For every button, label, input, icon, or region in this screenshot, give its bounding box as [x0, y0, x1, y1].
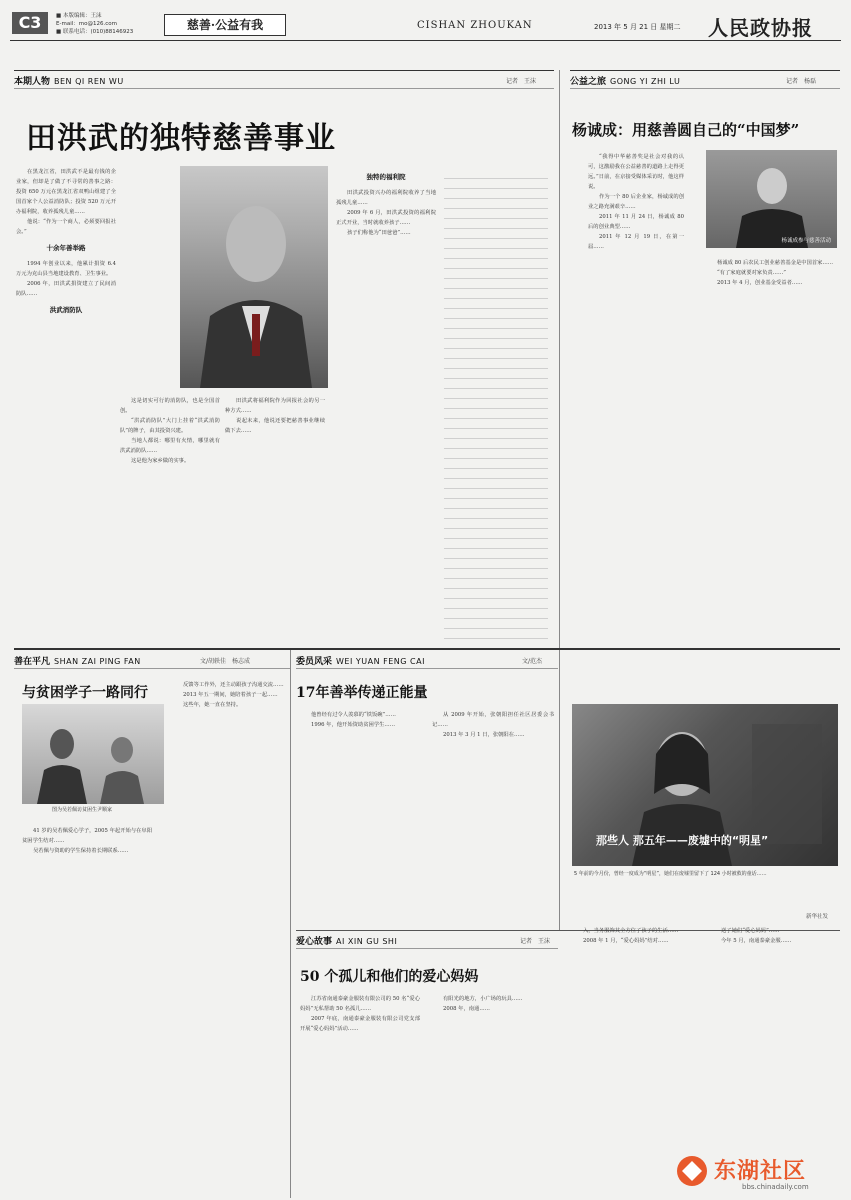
paragraph: 2008 年 1 月，“爱心妈妈”结对……: [583, 938, 669, 944]
article-column: [706, 258, 838, 642]
paragraph: 有阳光的地方，小广场的玩具……: [443, 996, 523, 1002]
label-text: 委员风采: [296, 657, 333, 667]
paragraph: 1994 年创业以来，他累计捐资 6.4 万元为克山县当地建设教育、卫生事业。: [16, 261, 116, 277]
issue-date: 2013 年 5 月 21 日 星期二: [594, 23, 681, 31]
paragraph: 2006 年，田洪武捐资建立了民间消防队……: [16, 281, 116, 297]
paragraph: 2009 年 6 月，田洪武投资的福利院正式开业，当时就收养孩子……: [336, 210, 436, 226]
article-column: [588, 152, 684, 642]
paragraph: 从 2009 年开始，张朝阳担任社区居委会书记……: [432, 712, 554, 728]
paragraph: 说起未来，他说还要把慈善事业继续做下去……: [225, 418, 325, 434]
label-text: 爱心故事: [296, 937, 333, 947]
person-portrait-icon: [180, 166, 328, 388]
article-column: [432, 994, 554, 1196]
article-column: [300, 710, 420, 920]
section-label-shan-zai-ping-fan: [14, 654, 141, 667]
watermark-url: bbs.chinadaily.com: [742, 1183, 809, 1191]
subhead: 十余年善举路: [46, 244, 86, 252]
label-text: 公益之旅: [570, 77, 607, 87]
people-photo-icon: [22, 704, 164, 804]
paragraph: 2007 年底，南通泰豪金服装有限公司党支部开展“爱心妈妈”活动……: [300, 1016, 420, 1032]
photo-caption: 杨诚成参与慈善活动: [781, 238, 831, 244]
article-column: [432, 710, 554, 920]
photo-credit: 新华社发: [806, 914, 829, 920]
headline: 与贫困学子一路同行: [22, 685, 148, 701]
paragraph: 他曾经有过令人羡慕的“铁饭碗”……: [311, 712, 396, 718]
paragraph: 当地人都说：哪里有火情，哪里就有洪武消防队……: [120, 438, 220, 454]
paragraph: 2013 年五一期间，她陪着孩子一起……: [183, 692, 278, 698]
paragraph: 2011 年 12 月 19 日，在第一届……: [588, 234, 684, 250]
byline: 记者 王沫: [506, 78, 537, 85]
paragraph: 2011 年 11 月 24 日，杨诚成 80 后的创业典型……: [588, 214, 684, 230]
headline: 田洪武的独特慈善事业: [26, 121, 336, 156]
paragraph: 这是切实可行的消防队，也是全国首创。: [120, 398, 220, 414]
paragraph: 这些年，她一直在坚持。: [183, 702, 242, 708]
paragraph: 2013 年 3 月 1 日，张朝阳在……: [443, 732, 525, 738]
paragraph: “我得中华慈善奖是社会对我的认可，这激励我在公益慈善的道路上走得更远。”日前，在京接受媒体采访时，他这样说。: [588, 154, 684, 190]
paragraph: 今年 5 月，南通泰豪金服……: [721, 938, 792, 944]
section-pinyin: CISHAN ZHOUKAN: [417, 20, 533, 31]
person-photo-icon: [706, 150, 837, 248]
article-column: [16, 167, 116, 640]
section-title: 慈善·公益有我: [186, 18, 264, 32]
paragraph: 江苏省南通泰豪金服装有限公司的 50 名“爱心妈妈”无私帮助 50 名孤儿……: [300, 996, 420, 1012]
section-label-ben-qi-ren-wu: [14, 74, 124, 87]
article-column: [225, 396, 325, 646]
paragraph: 孩子们称他为“田爸爸”……: [347, 230, 411, 236]
paper-name: 人民政协报: [708, 16, 813, 40]
paragraph: 他说：“作为一个商人，必须要回报社会。”: [16, 219, 116, 235]
info-line: ■ 本版编辑：王沫: [56, 13, 102, 19]
label-text: 善在平凡: [14, 657, 51, 667]
portrait-photo: [180, 166, 328, 388]
article-column: [172, 680, 284, 1196]
photo-title: 那些人 那五年——废墟中的“明星”: [596, 834, 769, 847]
masthead: [0, 0, 851, 42]
subhead: 洪武消防队: [49, 306, 83, 314]
article-column: [336, 172, 436, 642]
paragraph: 在黑龙江省，田洪武不是最有钱的企业家，但却是了做了不寻常的善事之路：投资 650 万元在黑龙江省双鸭山组建了全国首家个人公益消防队；投资 520 万元开办福利院，收养孤残儿童……: [16, 169, 116, 215]
paragraph: 2013 年 4 月，创业基金受益者……: [717, 280, 803, 286]
paragraph: 作为一个 80 后企业家，杨诚成的创业之路充满艰辛……: [588, 194, 684, 210]
byline: 记者 王沫: [520, 938, 551, 945]
label-pinyin: GONG YI ZHI LU: [610, 77, 681, 86]
label-pinyin: WEI YUAN FENG CAI: [336, 657, 425, 666]
photo-caption: 5 年前的今月份，曾经一度成为“明星”，她们在废墟里留下了 124 小时被救的童话……: [574, 871, 767, 877]
feature-photo: [572, 704, 838, 866]
page-number: C3: [12, 12, 48, 34]
section-label-ai-xin-gu-shi: [296, 934, 397, 947]
paragraph: “洪武消防队”大门上挂着“洪武消防队”的牌子，由其投资兴建。: [120, 418, 220, 434]
section-label-gong-yi-zhi-lu: [570, 74, 680, 87]
watermark-title: 东湖社区: [714, 1159, 807, 1184]
paragraph: 1996 年，他开始资助贫困学生……: [311, 722, 396, 728]
portrait-photo: [706, 150, 837, 248]
paragraph: “有了家庭就要对家负责……”: [717, 270, 786, 276]
photo-caption: 图为吴若佩访贫困生尹顺家: [52, 807, 113, 813]
article-column: [120, 396, 220, 646]
paragraph: 送了她们“爱心妈妈”……: [721, 928, 780, 934]
paragraph: 这是他为家乡做的实事。: [131, 458, 190, 464]
headline: 杨诚成：用慈善圆自己的“中国梦”: [572, 121, 800, 139]
article-column: [444, 172, 548, 642]
section-title-box: [164, 14, 286, 36]
paragraph: 田洪武投资兴办的福利院收养了当地孤残儿童……: [336, 190, 436, 206]
paragraph: 2008 年，南通……: [443, 1006, 490, 1012]
article-column: [300, 994, 420, 1196]
paragraph: 杨诚成 80 后农民工创业慈善基金是中国首家……: [717, 260, 834, 266]
editor-info: [56, 12, 133, 36]
info-line: ■ 联系电话：(010)88146923: [56, 29, 134, 35]
label-text: 本期人物: [14, 77, 51, 87]
section-label-wei-yuan-feng-cai: [296, 654, 425, 667]
headline: 17年善举传递正能量: [296, 685, 428, 701]
paragraph: 反馈等工作外，还主动跟孩子沟通交流……: [183, 682, 284, 688]
byline: 文/范杰: [522, 658, 543, 665]
label-pinyin: BEN QI REN WU: [54, 77, 124, 86]
info-line: E-mail：mo@126.com: [56, 21, 117, 27]
paragraph: 入，当务服饰其全方位了孩子的生活……: [583, 928, 679, 934]
label-pinyin: AI XIN GU SHI: [336, 937, 398, 946]
watermark: [672, 1150, 848, 1198]
byline: 记者 杨磊: [786, 78, 817, 85]
community-logo-icon: [672, 1154, 712, 1188]
byline: 文/胡轶佳 杨志成: [200, 658, 251, 665]
photo: [22, 704, 164, 804]
article-column: [22, 826, 152, 1196]
headline: 50 个孤儿和他们的爱心妈妈: [300, 969, 479, 985]
label-pinyin: SHAN ZAI PING FAN: [54, 657, 141, 666]
paragraph: 吴若佩与资助的学生保持着长期联系……: [33, 848, 129, 854]
paragraph: 田洪武将福利院作为回报社会的另一种方式……: [225, 398, 325, 414]
subhead: 独特的福利院: [366, 173, 406, 181]
paragraph: 41 岁的吴若佩爱心学子，2005 年起开始与在阜阳贫困学生结对……: [22, 828, 152, 844]
